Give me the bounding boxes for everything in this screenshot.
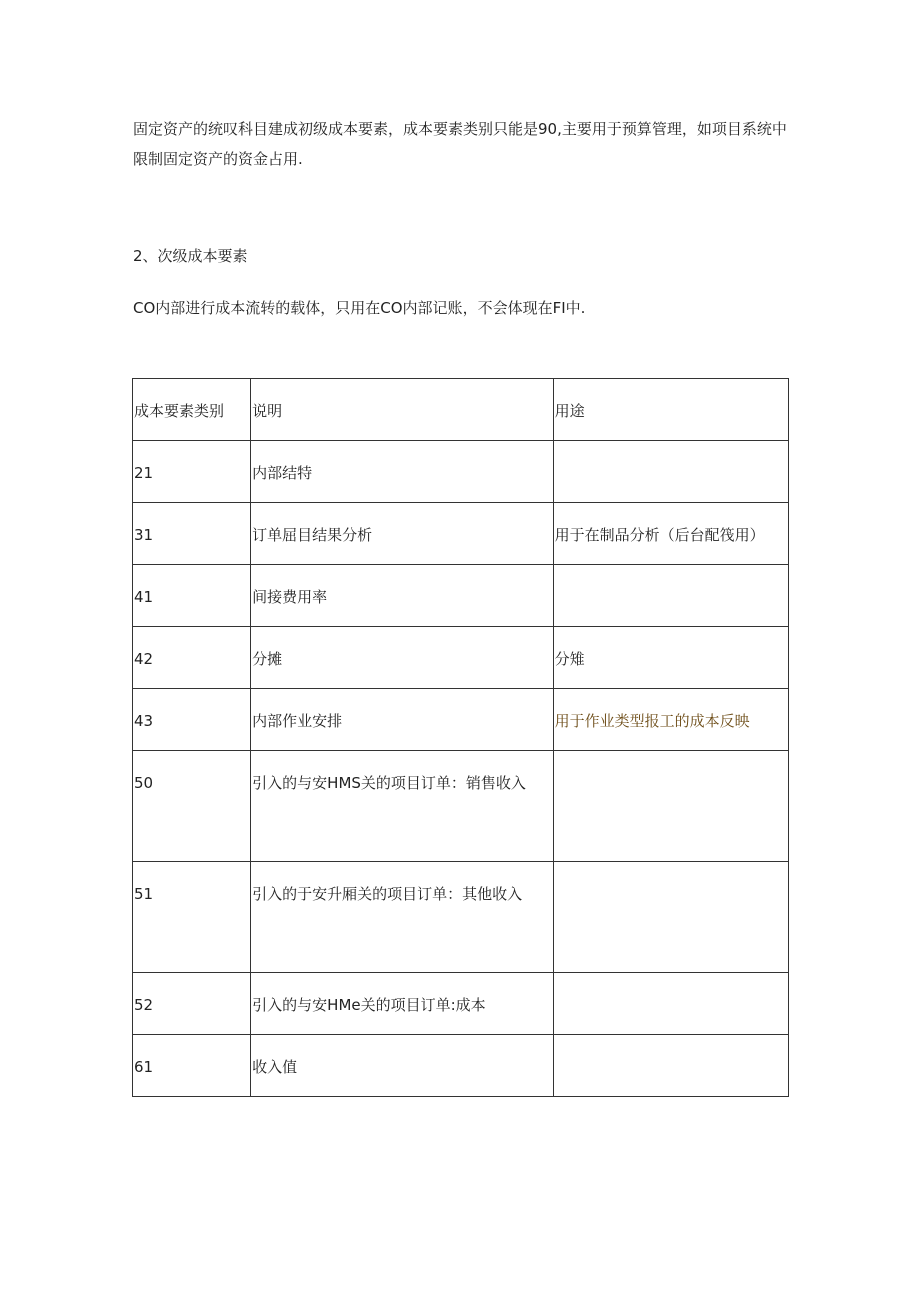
cell-category: 43 <box>133 689 251 751</box>
cell-description: 分摊 <box>251 627 553 689</box>
cost-element-table <box>132 378 789 1097</box>
cell-description: 内部结特 <box>251 441 553 503</box>
cell-usage <box>553 751 788 862</box>
intro-paragraph: 固定资产的统叹科目建成初级成本要素，成本要素类别只能是90,主要用于预算管理，如项目系统中限制固定资产的资金占用. <box>133 120 787 168</box>
table-row <box>133 862 789 973</box>
cell-description: 间接费用率 <box>251 565 553 627</box>
header-description: 说明 <box>251 379 553 441</box>
table-row <box>133 565 789 627</box>
cell-usage <box>553 862 788 973</box>
cell-description: 内部作业安排 <box>251 689 553 751</box>
cell-description: 收入值 <box>251 1035 553 1097</box>
cell-category: 31 <box>133 503 251 565</box>
section-heading: 2、次级成本要素 <box>133 247 248 265</box>
cell-description: 订单屈目结果分析 <box>251 503 553 565</box>
usage-highlight-text: 用于作业类型报工的成本反映 <box>554 712 750 730</box>
cell-description: 引入的与安HMS关的项目订单：销售收入 <box>251 751 553 862</box>
header-usage: 用途 <box>553 379 788 441</box>
cell-usage: 用于在制品分析（后台配筏用） <box>553 503 788 565</box>
cell-usage <box>553 1035 788 1097</box>
table-header-row <box>133 379 789 441</box>
cell-usage <box>553 441 788 503</box>
cell-category: 42 <box>133 627 251 689</box>
table-row <box>133 441 789 503</box>
cell-category: 51 <box>133 862 251 973</box>
table-row <box>133 751 789 862</box>
cell-usage <box>553 973 788 1035</box>
cell-description: 引入的与安HMe关的项目订单:成本 <box>251 973 553 1035</box>
cell-usage <box>553 689 788 751</box>
cell-category: 52 <box>133 973 251 1035</box>
cell-category: 61 <box>133 1035 251 1097</box>
cell-category: 50 <box>133 751 251 862</box>
table-row <box>133 503 789 565</box>
table-row <box>133 1035 789 1097</box>
table-row <box>133 627 789 689</box>
cell-usage <box>553 565 788 627</box>
table-row <box>133 689 789 751</box>
table-row <box>133 973 789 1035</box>
cell-category: 41 <box>133 565 251 627</box>
section-description: CO内部进行成本流转的载体，只用在CO内部记账，不会体现在FI中. <box>133 299 586 317</box>
header-category: 成本要素类别 <box>133 379 251 441</box>
cell-description: 引入的于安升厢关的项目订单：其他收入 <box>251 862 553 973</box>
cell-usage: 分雉 <box>553 627 788 689</box>
cell-category: 21 <box>133 441 251 503</box>
